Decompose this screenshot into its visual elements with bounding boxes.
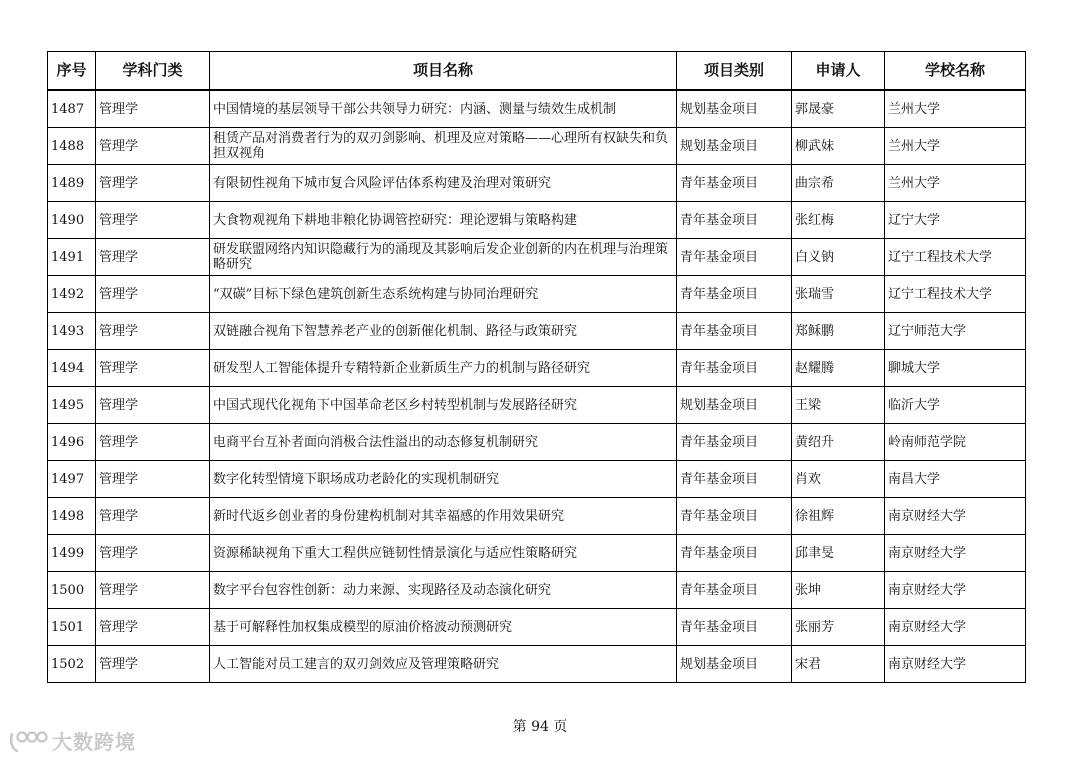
header-discipline: 学科门类	[96, 52, 210, 91]
cell-discipline: 管理学	[96, 387, 210, 424]
watermark	[8, 726, 136, 755]
cell-school: 岭南师范学院	[885, 424, 1026, 461]
cell-project-name: 双链融合视角下智慧养老产业的创新催化机制、路径与政策研究	[210, 313, 677, 350]
header-project-type: 项目类别	[677, 52, 792, 91]
page-number: 第 94 页	[512, 719, 568, 735]
cell-project-type: 青年基金项目	[677, 165, 792, 202]
cell-index: 1487	[48, 90, 96, 128]
cell-school: 南京财经大学	[885, 609, 1026, 646]
cell-index: 1494	[48, 350, 96, 387]
cell-school: 南京财经大学	[885, 572, 1026, 609]
cell-project-type: 青年基金项目	[677, 313, 792, 350]
cell-project-type: 青年基金项目	[677, 424, 792, 461]
cell-project-type: 青年基金项目	[677, 498, 792, 535]
cell-index: 1488	[48, 128, 96, 165]
cell-index: 1499	[48, 535, 96, 572]
cell-project-name: 人工智能对员工建言的双刃剑效应及管理策略研究	[210, 646, 677, 683]
cell-index: 1489	[48, 165, 96, 202]
cell-project-name: 租赁产品对消费者行为的双刃剑影响、机理及应对策略——心理所有权缺失和负担双视角	[210, 128, 677, 165]
table-row	[48, 461, 1026, 498]
cell-project-type: 青年基金项目	[677, 535, 792, 572]
cell-applicant: 肖欢	[792, 461, 885, 498]
cell-applicant: 王梁	[792, 387, 885, 424]
cell-project-name: 电商平台互补者面向消极合法性溢出的动态修复机制研究	[210, 424, 677, 461]
cell-applicant: 徐祖辉	[792, 498, 885, 535]
cell-index: 1495	[48, 387, 96, 424]
cell-applicant: 邱聿旻	[792, 535, 885, 572]
cell-school: 南昌大学	[885, 461, 1026, 498]
cell-discipline: 管理学	[96, 276, 210, 313]
table-row	[48, 572, 1026, 609]
cell-discipline: 管理学	[96, 202, 210, 239]
cell-discipline: 管理学	[96, 572, 210, 609]
cell-applicant: 宋君	[792, 646, 885, 683]
cell-project-name: 基于可解释性加权集成模型的原油价格波动预测研究	[210, 609, 677, 646]
cell-project-type: 规划基金项目	[677, 90, 792, 128]
cell-discipline: 管理学	[96, 424, 210, 461]
table-row	[48, 90, 1026, 128]
cell-discipline: 管理学	[96, 128, 210, 165]
table-row	[48, 535, 1026, 572]
header-applicant: 申请人	[792, 52, 885, 91]
cell-index: 1492	[48, 276, 96, 313]
watermark-text: 大数跨境	[52, 730, 136, 754]
cell-applicant: 白义钠	[792, 239, 885, 276]
cell-school: 聊城大学	[885, 350, 1026, 387]
cell-school: 临沂大学	[885, 387, 1026, 424]
table-row	[48, 202, 1026, 239]
cell-project-type: 青年基金项目	[677, 461, 792, 498]
table-row	[48, 276, 1026, 313]
cell-discipline: 管理学	[96, 498, 210, 535]
cell-project-name: 研发型人工智能体提升专精特新企业新质生产力的机制与路径研究	[210, 350, 677, 387]
cell-discipline: 管理学	[96, 609, 210, 646]
cell-index: 1501	[48, 609, 96, 646]
cell-project-type: 规划基金项目	[677, 387, 792, 424]
cell-discipline: 管理学	[96, 646, 210, 683]
project-table	[47, 51, 1026, 683]
table-row	[48, 165, 1026, 202]
cell-school: 辽宁师范大学	[885, 313, 1026, 350]
cell-project-name: 新时代返乡创业者的身份建构机制对其幸福感的作用效果研究	[210, 498, 677, 535]
table-row	[48, 646, 1026, 683]
cell-applicant: 郑稣鹏	[792, 313, 885, 350]
cell-discipline: 管理学	[96, 165, 210, 202]
cell-school: 南京财经大学	[885, 535, 1026, 572]
cell-index: 1497	[48, 461, 96, 498]
table-row	[48, 128, 1026, 165]
cell-discipline: 管理学	[96, 461, 210, 498]
cell-project-type: 规划基金项目	[677, 128, 792, 165]
cell-project-type: 规划基金项目	[677, 646, 792, 683]
cell-applicant: 张瑞雪	[792, 276, 885, 313]
cell-school: 兰州大学	[885, 90, 1026, 128]
cell-index: 1502	[48, 646, 96, 683]
cell-applicant: 黄绍升	[792, 424, 885, 461]
cell-index: 1496	[48, 424, 96, 461]
cell-project-type: 青年基金项目	[677, 239, 792, 276]
cell-index: 1500	[48, 572, 96, 609]
cell-project-type: 青年基金项目	[677, 350, 792, 387]
cell-school: 南京财经大学	[885, 498, 1026, 535]
cell-project-name: “双碳”目标下绿色建筑创新生态系统构建与协同治理研究	[210, 276, 677, 313]
cell-project-name: 中国式现代化视角下中国革命老区乡村转型机制与发展路径研究	[210, 387, 677, 424]
cell-project-name: 大食物观视角下耕地非粮化协调管控研究：理论逻辑与策略构建	[210, 202, 677, 239]
cell-index: 1498	[48, 498, 96, 535]
cell-applicant: 赵耀腾	[792, 350, 885, 387]
cell-applicant: 张丽芳	[792, 609, 885, 646]
cell-school: 南京财经大学	[885, 646, 1026, 683]
cell-applicant: 郭晟豪	[792, 90, 885, 128]
cell-discipline: 管理学	[96, 239, 210, 276]
table-row	[48, 498, 1026, 535]
cell-project-name: 数字化转型情境下职场成功老龄化的实现机制研究	[210, 461, 677, 498]
platform-logo-icon	[8, 728, 48, 754]
cell-discipline: 管理学	[96, 350, 210, 387]
cell-project-name: 研发联盟网络内知识隐藏行为的涌现及其影响后发企业创新的内在机理与治理策略研究	[210, 239, 677, 276]
cell-school: 兰州大学	[885, 128, 1026, 165]
cell-project-name: 中国情境的基层领导干部公共领导力研究：内涵、测量与绩效生成机制	[210, 90, 677, 128]
cell-project-type: 青年基金项目	[677, 202, 792, 239]
cell-project-type: 青年基金项目	[677, 609, 792, 646]
cell-project-name: 资源稀缺视角下重大工程供应链韧性情景演化与适应性策略研究	[210, 535, 677, 572]
header-project-name: 项目名称	[210, 52, 677, 91]
cell-school: 辽宁工程技术大学	[885, 239, 1026, 276]
table-header-row	[48, 52, 1026, 91]
cell-discipline: 管理学	[96, 90, 210, 128]
cell-discipline: 管理学	[96, 313, 210, 350]
cell-school: 辽宁大学	[885, 202, 1026, 239]
cell-index: 1491	[48, 239, 96, 276]
header-index: 序号	[48, 52, 96, 91]
table-row	[48, 609, 1026, 646]
cell-project-type: 青年基金项目	[677, 276, 792, 313]
cell-project-name: 有限韧性视角下城市复合风险评估体系构建及治理对策研究	[210, 165, 677, 202]
table-row	[48, 424, 1026, 461]
table-row	[48, 313, 1026, 350]
cell-applicant: 柳武妹	[792, 128, 885, 165]
cell-applicant: 张坤	[792, 572, 885, 609]
cell-index: 1493	[48, 313, 96, 350]
cell-project-type: 青年基金项目	[677, 572, 792, 609]
cell-school: 辽宁工程技术大学	[885, 276, 1026, 313]
table-row	[48, 239, 1026, 276]
table-row	[48, 387, 1026, 424]
cell-applicant: 曲宗希	[792, 165, 885, 202]
header-school: 学校名称	[885, 52, 1026, 91]
table-row	[48, 350, 1026, 387]
cell-index: 1490	[48, 202, 96, 239]
cell-project-name: 数字平台包容性创新：动力来源、实现路径及动态演化研究	[210, 572, 677, 609]
cell-applicant: 张红梅	[792, 202, 885, 239]
cell-discipline: 管理学	[96, 535, 210, 572]
cell-school: 兰州大学	[885, 165, 1026, 202]
